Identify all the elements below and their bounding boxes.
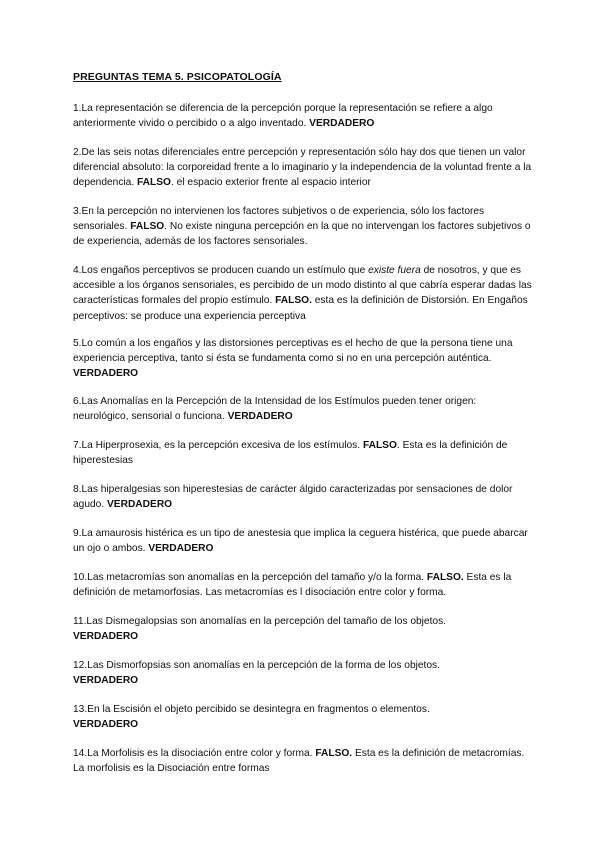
question-text: 12.Las Dismorfopsias son anomalías en la percepción de la forma de los objetos. <box>73 660 440 671</box>
answer-label: FALSO <box>137 177 171 189</box>
answer-note: . No existe ninguna percepción en la que no intervengan los factores subjetivos o de experiencia, además de los factores sensoriales. <box>73 221 531 248</box>
question-12 <box>73 658 533 688</box>
question-text-italic: existe fuera <box>368 265 421 276</box>
answer-note: . Esta es la definición de hiperestesias <box>73 440 508 467</box>
question-10 <box>73 570 533 600</box>
answer-label: VERDADERO <box>148 543 214 555</box>
answer-label: FALSO. <box>275 295 312 307</box>
question-1 <box>73 101 533 131</box>
question-text: 3.En la percepción no intervienen los factores subjetivos o de experiencia, sólo los factores sensoriales. <box>73 206 485 233</box>
question-9 <box>73 526 533 556</box>
question-text: 5.Lo común a los engaños y las distorsiones perceptivas es el hecho de que la persona tiene una experiencia perceptiva, tanto si ésta se fundamenta como si no en una percepción auténtica. <box>73 338 513 365</box>
question-text: 13.En la Escisión el objeto percibido se desintegra en fragmentos o elementos. <box>73 704 430 715</box>
question-3 <box>73 204 533 250</box>
question-text-after: de nosotros, y que es accesible a los órganos sensoriales, es percibido de un modo distinto al que cabría esperar dadas las características formales del propio estímulo. <box>73 265 532 307</box>
question-text: 8.Las hiperalgesias son hiperestesias de carácter álgido caracterizadas por sensaciones de dolor agudo. <box>73 484 513 511</box>
question-8 <box>73 482 533 512</box>
question-text: 2.De las seis notas diferenciales entre percepción y representación sólo hay dos que tienen un valor diferencial absoluto: la corporeidad frente a lo imaginario y la independencia de la voluntad frente a la dependencia. <box>73 147 532 189</box>
answer-label: VERDADERO <box>73 719 139 731</box>
answer-note: . el espacio exterior frente al espacio interior <box>170 177 371 189</box>
question-text: 10.Las metacromías son anomalías en la percepción del tamaño y/o la forma. <box>73 572 427 583</box>
question-14 <box>73 746 533 776</box>
question-7 <box>73 438 533 468</box>
question-2 <box>73 145 533 191</box>
answer-note: Esta es la definición de metamorfosias. Las metacromías es l disociación entre color y forma. <box>73 572 512 599</box>
question-text: 14.La Morfolisis es la disociación entre color y forma. <box>73 748 316 759</box>
question-text-before: 4.Los engaños perceptivos se producen cuando un estímulo que <box>73 265 369 276</box>
answer-label: FALSO <box>362 440 397 451</box>
answer-note: esta es la definición de Distorsión. En Engaños perceptivos: se produce una experiencia perceptiva <box>73 295 528 322</box>
answer-label: VERDADERO <box>73 675 139 687</box>
answer-label: VERDADERO <box>107 499 173 511</box>
question-11 <box>73 614 533 644</box>
answer-note: Esta es la definición de metacromías. La morfolisis es la Disociación entre formas <box>73 748 525 775</box>
question-text: 1.La representación se diferencia de la percepción porque la representación se refiere a algo anteriormente vivido o percibido o a algo inventado. <box>73 103 493 130</box>
question-text: 9.La amaurosis histérica es un tipo de anestesia que implica la ceguera histérica, que puede abarcar un ojo o ambos. <box>73 528 528 555</box>
question-4 <box>73 263 533 324</box>
answer-label: VERDADERO <box>309 118 375 130</box>
answer-label: VERDADERO <box>73 368 139 380</box>
page-title: PREGUNTAS TEMA 5. PSICOPATOLOGÍA <box>73 71 282 83</box>
question-5 <box>73 336 533 382</box>
question-text: 7.La Hiperprosexia, es la percepción excesiva de los estímulos. <box>73 440 363 451</box>
answer-label: FALSO. <box>315 748 353 759</box>
answer-label: VERDADERO <box>227 411 293 423</box>
question-6 <box>73 394 533 424</box>
question-13 <box>73 702 533 732</box>
question-text: 6.Las Anomalías en la Percepción de la Intensidad de los Estímulos pueden tener origen: neurológico, sensorial o funciona. <box>73 396 477 423</box>
answer-label: FALSO <box>130 221 165 233</box>
question-text: 11.Las Dismegalopsias son anomalías en la percepción del tamaño de los objetos. <box>73 616 447 627</box>
answer-label: FALSO. <box>426 572 464 583</box>
answer-label: VERDADERO <box>73 631 139 643</box>
